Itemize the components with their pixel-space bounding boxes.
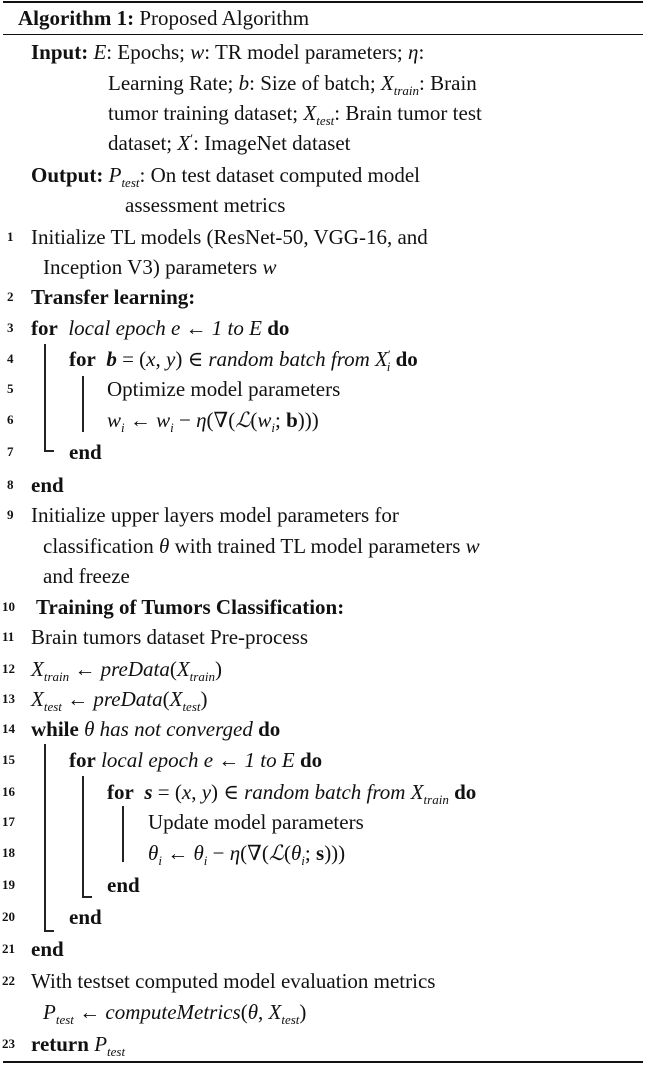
line-20: end — [69, 905, 102, 929]
line-11: Brain tumors dataset Pre-process — [31, 625, 309, 649]
line-number: 15 — [2, 752, 15, 767]
line-7: end — [69, 440, 102, 464]
line-9a: Initialize upper layers model parameters for — [31, 503, 399, 527]
line-number: 16 — [2, 784, 15, 799]
line-number: 14 — [2, 721, 15, 736]
line-15: for local epoch e ← 1 to E do — [69, 748, 323, 772]
algorithm-caption — [18, 3, 309, 33]
while-block-bar — [44, 744, 46, 930]
line-22b: $P_{test}$ ← computeMetrics(θ, $X_{test}$) — [43, 1000, 307, 1027]
line-number: 17 — [2, 814, 15, 829]
line-2: Transfer learning: — [31, 285, 196, 309]
line-19: end — [107, 873, 140, 897]
line-6: $w_i$ ← $w_i$ − $\eta(\nabla(ℒ(w_i$; b))) — [107, 408, 319, 435]
line-number: 12 — [2, 661, 15, 676]
caption-title: Proposed Algorithm — [139, 6, 310, 30]
caption-label: Algorithm 1: — [18, 6, 135, 30]
bottom-rule — [3, 1061, 643, 1063]
line-number: 23 — [2, 1036, 15, 1051]
output-line-2: assessment metrics — [125, 193, 286, 217]
line-1b: Inception V3) parameters w — [43, 255, 277, 279]
line-16: for s = (x, y) ∈ random batch from $X_{train}$ do — [107, 780, 477, 807]
line-number: 3 — [7, 320, 14, 335]
line-number: 22 — [2, 973, 15, 988]
while-block-hook — [44, 930, 54, 932]
line-5: Optimize model parameters — [107, 377, 341, 401]
output-label: Output: — [31, 163, 104, 187]
line-number: 10 — [2, 599, 15, 614]
line-number: 8 — [7, 477, 14, 492]
line-number: 5 — [7, 381, 14, 396]
line-number: 1 — [7, 229, 14, 244]
inner-for-block-bar — [82, 376, 84, 432]
line-17: Update model parameters — [148, 810, 364, 834]
caption-rule — [3, 34, 643, 35]
line-1a: Initialize TL models (ResNet-50, VGG-16, and — [31, 225, 428, 249]
batch-block-bar — [122, 806, 124, 862]
line-number: 20 — [2, 909, 15, 924]
line-21: end — [31, 937, 64, 961]
line-12: $X_{train}$ ← $preData(X_{train})$ — [31, 657, 222, 684]
line-number: 4 — [7, 351, 14, 366]
line-13: $X_{test}$ ← $preData(X_{test})$ — [31, 687, 208, 714]
input-line-1: Input: E: Epochs; w: TR model parameters; η: — [31, 40, 425, 64]
for-block-bar — [44, 344, 46, 450]
line-number: 19 — [2, 877, 15, 892]
line-number: 21 — [2, 941, 15, 956]
input-label: Input: — [31, 40, 89, 64]
line-9b: classification θ with trained TL model parameters w — [43, 534, 480, 558]
line-number: 13 — [2, 691, 15, 706]
input-line-4: dataset; X′: ImageNet dataset — [108, 131, 351, 155]
line-9c: and freeze — [43, 564, 130, 588]
line-number: 6 — [7, 412, 14, 427]
line-number: 2 — [7, 289, 14, 304]
line-number: 11 — [2, 629, 15, 644]
line-8: end — [31, 473, 64, 497]
epoch-block-bar — [82, 776, 84, 896]
line-23: return $P_{test}$ — [31, 1032, 126, 1059]
epoch-block-hook — [82, 896, 92, 898]
for-block-hook — [44, 450, 54, 452]
line-18: $\theta_i$ ← $\theta_i$ − $\eta(\nabla(ℒ(\theta_i$; s))) — [148, 841, 346, 868]
line-number: 9 — [7, 507, 14, 522]
line-number: 7 — [7, 444, 14, 459]
input-line-2: Learning Rate; b: Size of batch; $X_{train}$: Brain — [108, 71, 477, 98]
line-10: Training of Tumors Classification: — [36, 595, 345, 619]
input-line-3: tumor training dataset; $X_{test}$: Brain tumor test — [108, 101, 482, 128]
line-4: for b = (x, y) ∈ random batch from $X'_i$ do — [69, 347, 418, 374]
line-number: 18 — [2, 845, 15, 860]
line-14: while θ has not converged do — [31, 717, 281, 741]
line-22a: With testset computed model evaluation metrics — [31, 969, 436, 993]
output-line-1: Output: $P_{test}$: On test dataset computed model — [31, 163, 421, 190]
line-3: for local epoch e ← 1 to E do — [31, 316, 290, 340]
